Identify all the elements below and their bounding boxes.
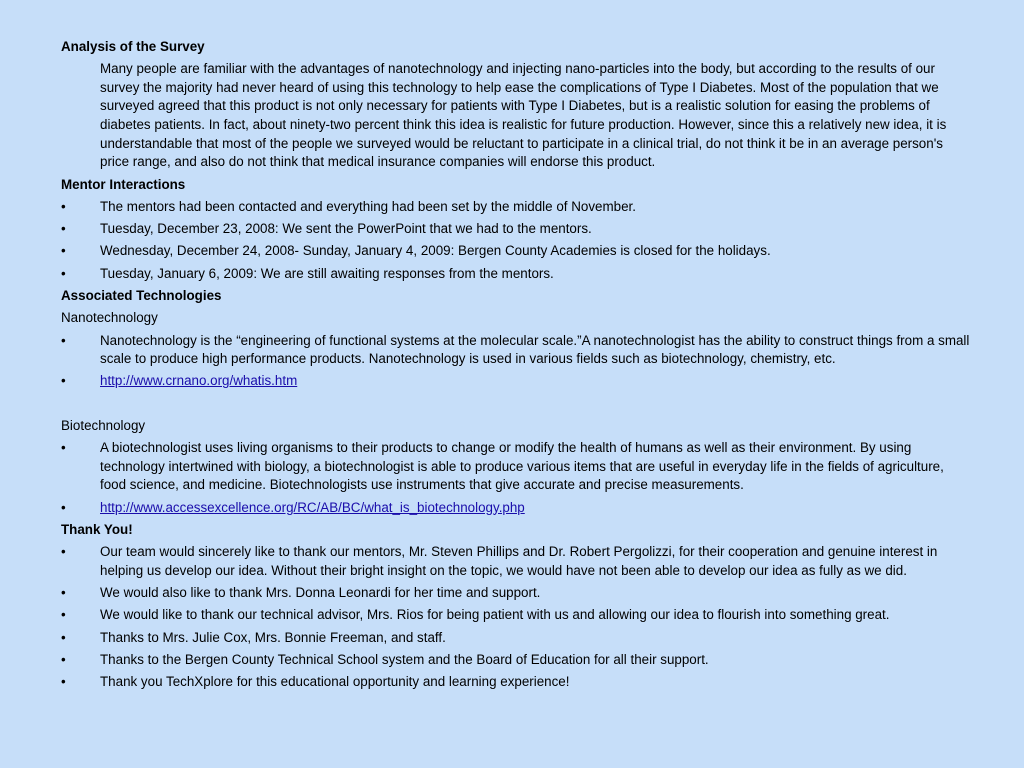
list-item-text: Our team would sincerely like to thank our mentors, Mr. Steven Phillips and Dr. Robert Pergolizzi, for their cooperation and genuine interest in helping us develop our idea. Without their bright insight on the topic, we would have not been able to develop our idea as fully as we did. [100, 544, 938, 578]
list-item [61, 220, 971, 239]
bullet-icon: • [61, 373, 66, 389]
thanks-list [61, 543, 971, 692]
mentor-heading: Mentor Interactions [61, 176, 186, 192]
bullet-icon: • [61, 651, 66, 667]
nano-list [61, 332, 971, 391]
bullet-icon: • [61, 544, 66, 560]
bullet-icon: • [61, 265, 66, 281]
spacer [61, 395, 971, 414]
list-item [61, 584, 971, 603]
list-item [61, 439, 971, 495]
nano-link[interactable]: http://www.crnano.org/whatis.htm [100, 373, 298, 389]
list-item [61, 198, 971, 217]
survey-paragraph: Many people are familiar with the advantages of nanotechnology and injecting nano-particles into the body, but according to the results of our survey the majority had never heard of using this technology to help ease the complications of Type I Diabetes. Most of the population that we surveyed agreed that this product is not only necessary for patients with Type I Diabetes, but is a realistic solution for easing the problems of diabetes patients. In fact, about ninety-two percent think this idea is realistic for future production. However, since this a relatively new idea, it is understandable that most of the people we surveyed would be reluctant to participate in a clinical trial, do not think it be in an average person's price range, and also do not think that medical insurance companies will endorse this product. [100, 61, 947, 170]
thanks-heading: Thank You! [61, 521, 133, 537]
list-item [61, 629, 971, 648]
bullet-icon: • [61, 332, 66, 348]
bullet-icon: • [61, 198, 66, 214]
bullet-icon: • [61, 629, 66, 645]
list-item [61, 673, 971, 692]
bullet-icon: • [61, 607, 66, 623]
list-item [61, 499, 971, 518]
list-item-text: We would also like to thank Mrs. Donna Leonardi for her time and support. [100, 585, 541, 601]
list-item [61, 332, 971, 369]
list-item-text: The mentors had been contacted and everything had been set by the middle of November. [100, 198, 636, 214]
bio-link[interactable]: http://www.accessexcellence.org/RC/AB/BC/what_is_biotechnology.php [100, 499, 525, 515]
tech-heading: Associated Technologies [61, 287, 222, 303]
bullet-icon: • [61, 243, 66, 259]
list-item [61, 543, 971, 580]
bullet-icon: • [61, 585, 66, 601]
list-item [61, 242, 971, 261]
list-item [61, 372, 971, 391]
list-item-text: Wednesday, December 24, 2008- Sunday, January 4, 2009: Bergen County Academies is closed for the holidays. [100, 243, 771, 259]
bullet-icon: • [61, 440, 66, 456]
nano-text: Nanotechnology is the “engineering of functional systems at the molecular scale.”A nanotechnologist has the ability to construct things from a small scale to produce high performance products. Nanotechnology is used in various fields such as biotechnology, chemistry, etc. [100, 332, 970, 367]
list-item [61, 606, 971, 625]
list-item-text: Thank you TechXplore for this educational opportunity and learning experience! [100, 674, 570, 690]
list-item-text: Thanks to the Bergen County Technical School system and the Board of Education for all their support. [100, 651, 709, 667]
bullet-icon: • [61, 674, 66, 690]
list-item-text: Tuesday, December 23, 2008: We sent the PowerPoint that we had to the mentors. [100, 221, 592, 237]
survey-heading: Analysis of the Survey [61, 39, 205, 54]
bullet-icon: • [61, 499, 66, 515]
bio-text: A biotechnologist uses living organisms to their products to change or modify the health of humans as well as their environment. By using technology intertwined with biology, a biotechnologist is able to produce various items that are useful in everyday life in the fields of agriculture, food science, and medicine. Biotechnologists use instruments that give accurate and precise measurements. [100, 440, 944, 493]
list-item [61, 265, 971, 284]
document-page [61, 38, 971, 696]
list-item-text: We would like to thank our technical advisor, Mrs. Rios for being patient with us and allowing our idea to flourish into something great. [100, 607, 890, 623]
list-item-text: Tuesday, January 6, 2009: We are still awaiting responses from the mentors. [100, 265, 554, 281]
bio-list [61, 439, 971, 517]
nano-title: Nanotechnology [61, 310, 158, 326]
list-item [61, 651, 971, 670]
bio-title: Biotechnology [61, 417, 146, 433]
list-item-text: Thanks to Mrs. Julie Cox, Mrs. Bonnie Freeman, and staff. [100, 629, 446, 645]
mentor-list [61, 198, 971, 283]
bullet-icon: • [61, 221, 66, 237]
